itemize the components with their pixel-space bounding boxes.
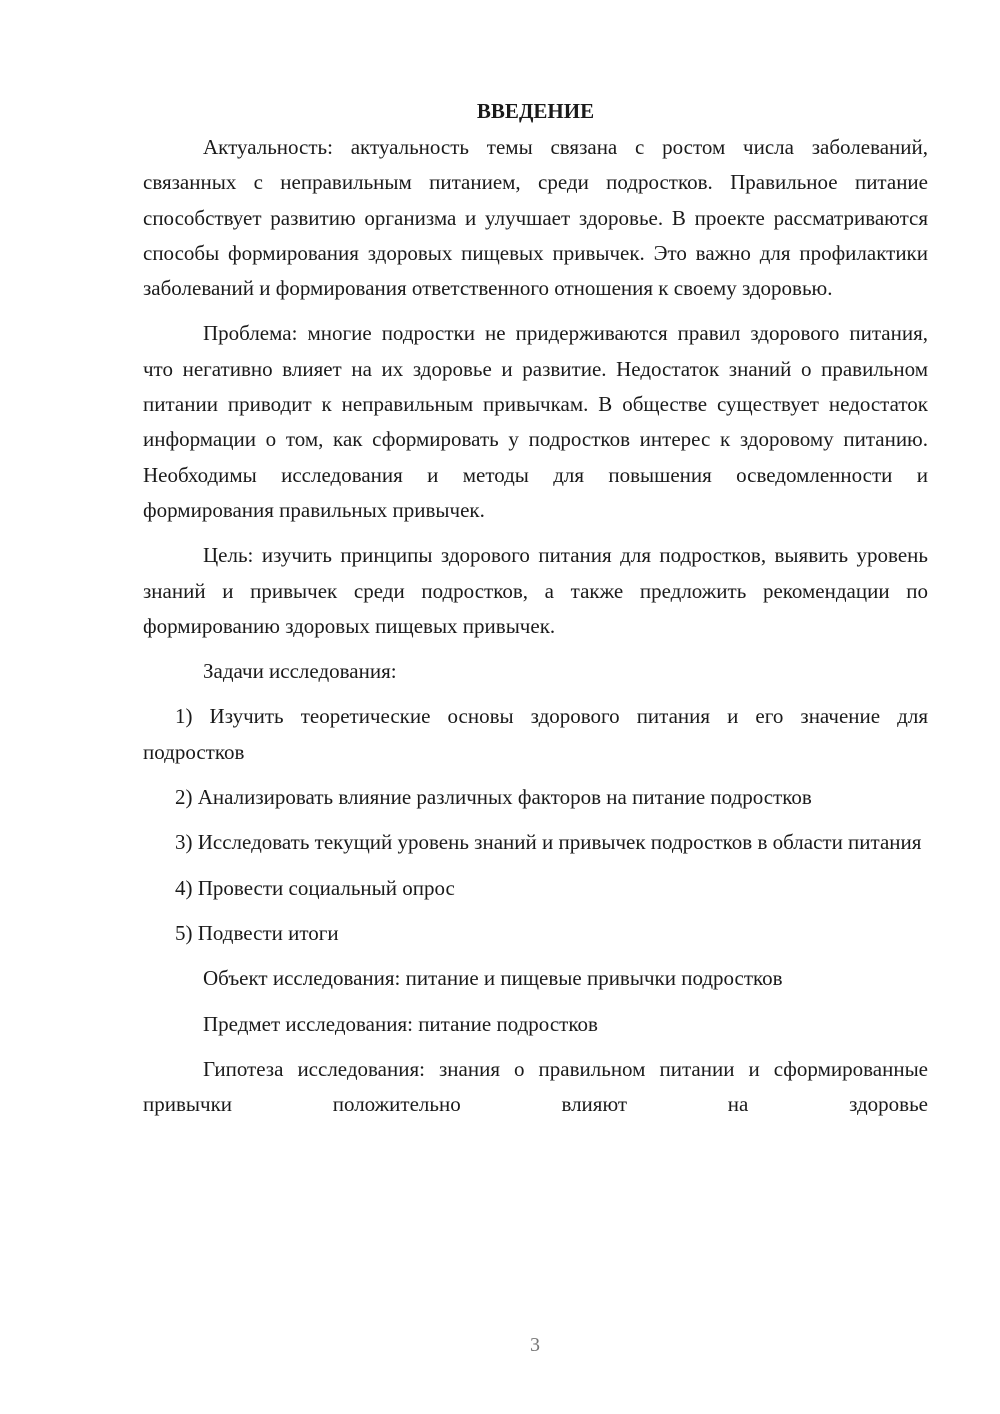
task-item: 5) Подвести итоги <box>175 920 339 945</box>
relevance-paragraph: Актуальность: актуальность темы связана с ростом числа заболеваний, связанных с неправильным питанием, среди подростков. Правильное питание способствует развитию организма и улучшает здоровье. В проекте рассматриваются способы формирования здоровых пищевых привычек. Это важно для профилактики заболеваний и формирования ответственного отношения к своему здоровью. <box>143 135 928 301</box>
tasks-heading: Задачи исследования: <box>203 659 397 684</box>
research-object: Объект исследования: питание и пищевые привычки подростков <box>203 966 783 991</box>
page-content <box>143 96 928 1122</box>
research-subject: Предмет исследования: питание подростков <box>203 1011 598 1036</box>
page-title: ВВЕДЕНИЕ <box>476 99 595 123</box>
problem-paragraph: Проблема: многие подростки не придерживаются правил здорового питания, что негативно влияет на их здоровье и развитие. Недостаток знаний о правильном питании приводит к неправильным привычкам. В обществе существует недостаток информации о том, как сформировать у подростков интерес к здоровому питанию. Необходимы исследования и методы для повышения осведомленности и формирования правильных привычек. <box>143 321 928 522</box>
task-item: 4) Провести социальный опрос <box>175 875 455 900</box>
hypothesis-paragraph: Гипотеза исследования: знания о правильном питании и сформированные привычки положительно влияют на здоровье <box>143 1056 928 1117</box>
task-item: 3) Исследовать текущий уровень знаний и привычек подростков в области питания <box>175 830 922 855</box>
page-number: 3 <box>530 1334 540 1356</box>
goal-paragraph: Цель: изучить принципы здорового питания для подростков, выявить уровень знаний и привычек среди подростков, а также предложить рекомендации по формированию здоровых пищевых привычек. <box>143 543 928 638</box>
task-item: 1) Изучить теоретические основы здорового питания и его значение для подростков <box>143 704 928 764</box>
task-item: 2) Анализировать влияние различных факторов на питание подростков <box>175 785 812 810</box>
